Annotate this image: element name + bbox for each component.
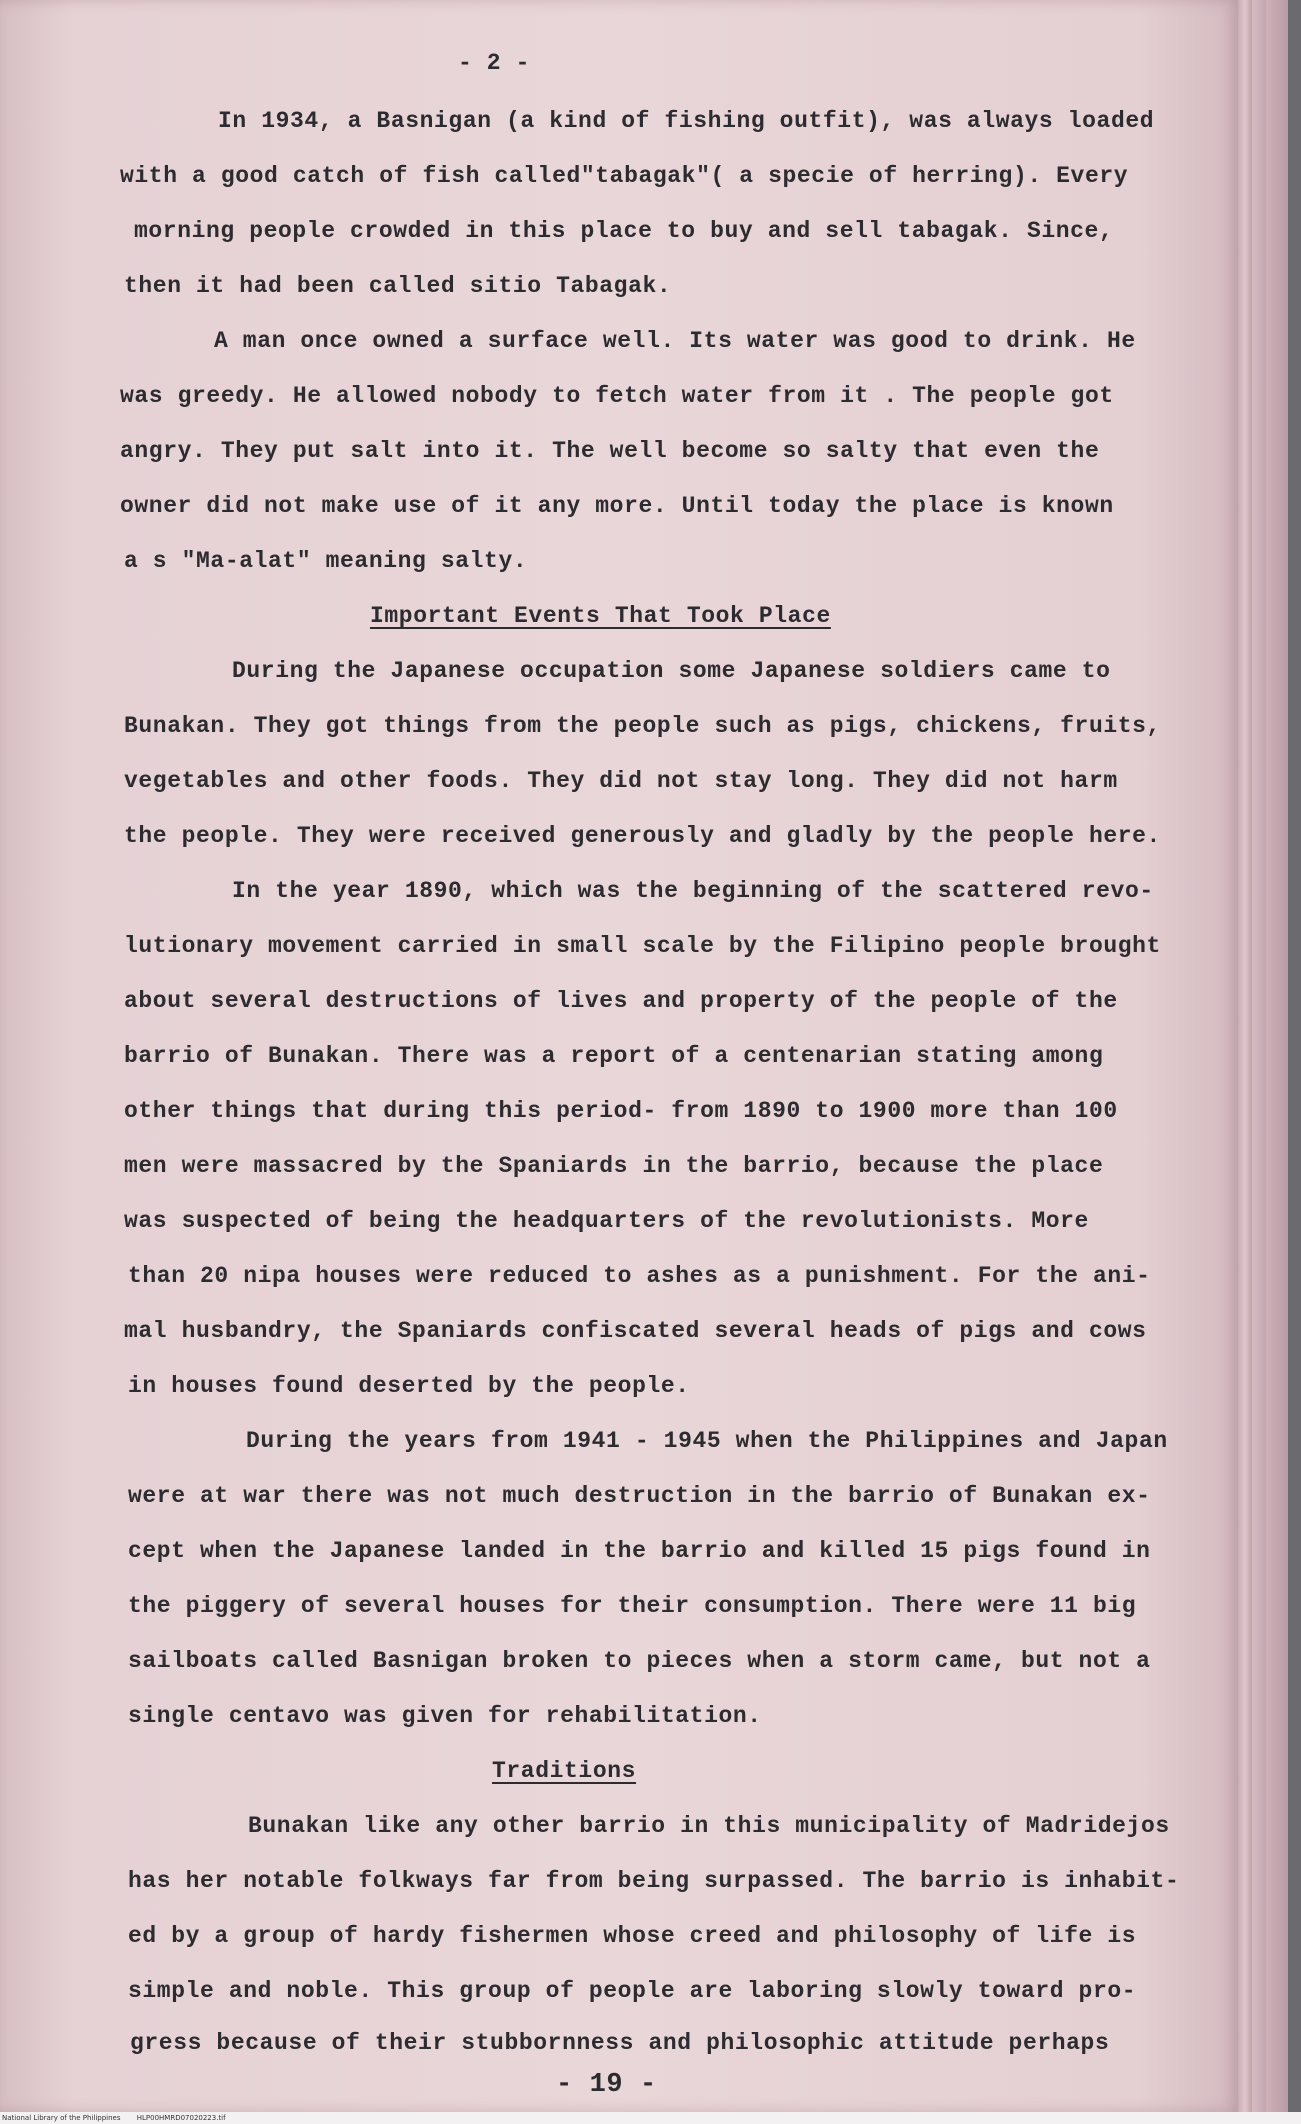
text-line: with a good catch of fish called"tabagak"( a specie of herring). Every: [120, 163, 1129, 189]
text-line: mal husbandry, the Spaniards confiscated several heads of pigs and cows: [124, 1318, 1147, 1344]
text-line: owner did not make use of it any more. Until today the place is known: [120, 493, 1114, 519]
text-line: a s "Ma-alat" meaning salty.: [124, 548, 528, 574]
text-line: the piggery of several houses for their consumption. There were 11 big: [128, 1593, 1137, 1619]
text-line: other things that during this period- from 1890 to 1900 more than 100: [124, 1098, 1118, 1124]
text-line: Bunakan like any other barrio in this municipality of Madridejos: [248, 1813, 1170, 1839]
text-line: in houses found deserted by the people.: [128, 1373, 690, 1399]
page-edge: [1266, 0, 1288, 2112]
section-heading: Traditions: [492, 1758, 637, 1784]
text-line: single centavo was given for rehabilitation.: [128, 1703, 762, 1729]
text-line: During the years from 1941 - 1945 when the Philippines and Japan: [246, 1428, 1168, 1454]
text-line: cept when the Japanese landed in the barrio and killed 15 pigs found in: [128, 1538, 1151, 1564]
text-line: the people. They were received generously and gladly by the people here.: [124, 823, 1161, 849]
text-line: men were massacred by the Spaniards in the barrio, because the place: [124, 1153, 1104, 1179]
text-line: sailboats called Basnigan broken to pieces when a storm came, but not a: [128, 1648, 1151, 1674]
folio-number: - 19 -: [556, 2070, 657, 2100]
text-line: simple and noble. This group of people are laboring slowly toward pro-: [128, 1978, 1137, 2004]
text-line: lutionary movement carried in small scale by the Filipino people brought: [124, 933, 1161, 959]
scan-footer: [0, 2112, 1301, 2124]
text-line: vegetables and other foods. They did not stay long. They did not harm: [124, 768, 1118, 794]
scanner-border: [1288, 0, 1301, 2112]
text-line: morning people crowded in this place to buy and sell tabagak. Since,: [134, 218, 1114, 244]
text-line: than 20 nipa houses were reduced to ashes as a punishment. For the ani-: [128, 1263, 1151, 1289]
text-line: Bunakan. They got things from the people such as pigs, chickens, fruits,: [124, 713, 1161, 739]
text-line: has her notable folkways far from being surpassed. The barrio is inhabit-: [128, 1868, 1180, 1894]
footer-source: National Library of the Philippines: [2, 2114, 121, 2122]
section-heading: Important Events That Took Place: [370, 603, 831, 629]
text-line: was greedy. He allowed nobody to fetch water from it . The people got: [120, 383, 1114, 409]
text-line: angry. They put salt into it. The well become so salty that even the: [120, 438, 1100, 464]
text-line: In 1934, a Basnigan (a kind of fishing outfit), was always loaded: [218, 108, 1155, 134]
text-line: was suspected of being the headquarters of the revolutionists. More: [124, 1208, 1089, 1234]
text-line: then it had been called sitio Tabagak.: [124, 273, 672, 299]
text-line: gress because of their stubbornness and philosophic attitude perhaps: [130, 2030, 1110, 2056]
text-line: During the Japanese occupation some Japanese soldiers came to: [232, 658, 1111, 684]
page-edge: [1238, 0, 1252, 2112]
text-line: ed by a group of hardy fishermen whose creed and philosophy of life is: [128, 1923, 1137, 1949]
page-number: - 2 -: [458, 50, 531, 76]
text-line: barrio of Bunakan. There was a report of a centenarian stating among: [124, 1043, 1104, 1069]
text-line: In the year 1890, which was the beginning of the scattered revo-: [232, 878, 1154, 904]
footer-file: HLP00HMRD07020223.tif: [136, 2114, 226, 2122]
text-line: A man once owned a surface well. Its water was good to drink. He: [214, 328, 1136, 354]
text-line: were at war there was not much destruction in the barrio of Bunakan ex-: [128, 1483, 1151, 1509]
text-line: about several destructions of lives and property of the people of the: [124, 988, 1118, 1014]
page-edge: [1252, 0, 1266, 2112]
